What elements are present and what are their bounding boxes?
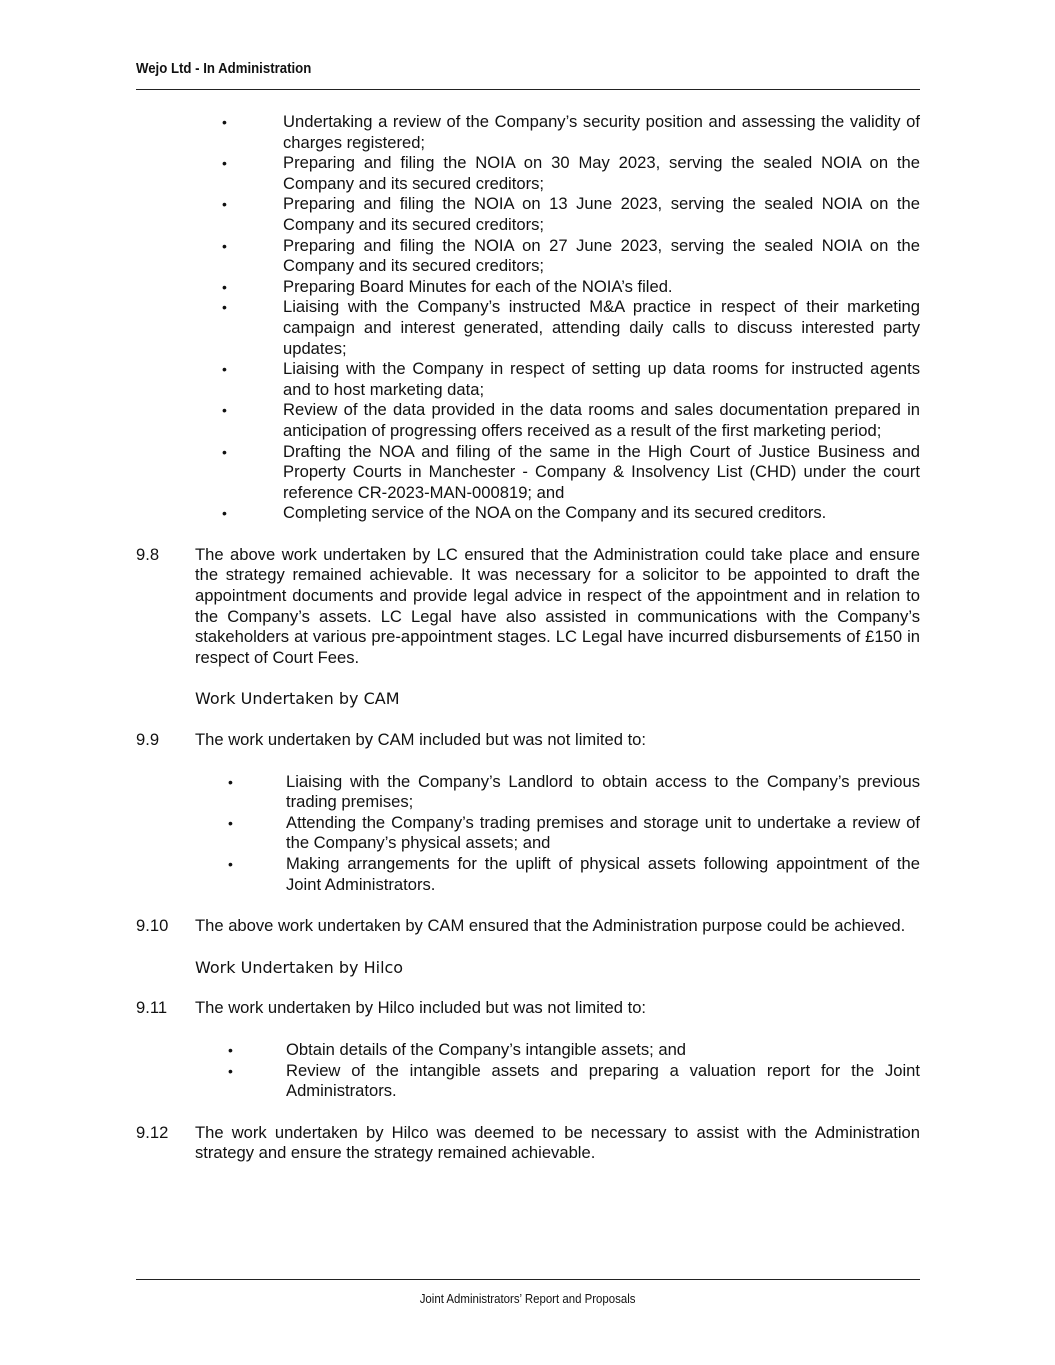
bullet-icon: • [228,814,233,831]
list-item: • Preparing and filing the NOIA on 13 June 2023, serving the sealed NOIA on the Company and its secured creditors; [222,194,920,234]
paragraph-text: The work undertaken by Hilco included but was not limited to: [195,998,647,1018]
page-footer [136,1279,920,1308]
list-item: • Liaising with the Company in respect of setting up data rooms for instructed agents and to host marketing data; [222,359,920,399]
hilco-work-list [136,1040,920,1102]
list-item: • Obtain details of the Company’s intangible assets; and [228,1039,687,1059]
paragraph-text: The above work undertaken by LC ensured that the Administration could take place and ensure the strategy remained achievable. It was necessary for a solicitor to be appointed to draft the appointment documents and provide legal advice in respect of the appointment and in relation to the Company’s assets. LC Legal have also assisted in communications with the Company’s stakeholders at various pre-appointment stages. LC Legal have incurred disbursements of £150 in respect of Court Fees. [195,544,920,667]
bullet-icon: • [222,361,227,378]
paragraph-9-9 [136,730,920,751]
list-item: • Attending the Company’s trading premises and storage unit to undertake a review of the Company’s physical assets; and [228,812,920,853]
bullet-icon: • [222,402,227,419]
paragraph-number: 9.8 [136,544,160,564]
list-item: • Review of the intangible assets and preparing a valuation report for the Joint Administrators. [228,1060,920,1101]
lc-work-list [136,112,920,524]
document-title: Wejo Ltd - In Administration [136,60,312,77]
paragraph-text: The work undertaken by Hilco was deemed to be necessary to assist with the Administration strategy and ensure the strategy remained achievable. [195,1122,920,1163]
footer-text: Joint Administrators’ Report and Proposals [420,1291,636,1306]
list-item: • Undertaking a review of the Company’s security position and assessing the validity of charges registered; [222,112,920,152]
list-item: • Liaising with the Company’s Landlord to obtain access to the Company’s previous trading premises; [228,771,920,812]
paragraph-number: 9.10 [136,916,169,936]
bullet-icon: • [222,443,227,460]
list-item: • Review of the data provided in the data rooms and sales documentation prepared in anticipation of progressing offers received as a result of the first marketing period; [222,400,920,440]
page-header [136,58,920,90]
list-item: • Liaising with the Company’s instructed M&A practice in respect of their marketing campaign and interest generated, attending daily calls to discuss interested party updates; [222,297,920,358]
paragraph-9-10 [136,916,920,937]
list-item: • Preparing and filing the NOIA on 30 May 2023, serving the sealed NOIA on the Company and its secured creditors; [222,153,920,193]
paragraph-9-11 [136,998,920,1019]
subheading-cam: Work Undertaken by CAM [195,689,400,709]
bullet-icon: • [222,299,227,316]
bullet-icon: • [222,114,227,130]
list-item: • Preparing Board Minutes for each of the NOIA’s filed. [222,276,673,296]
paragraph-text: The above work undertaken by CAM ensured that the Administration purpose could be achieved. [195,916,906,936]
paragraph-9-12 [136,1123,920,1164]
subheading-hilco: Work Undertaken by Hilco [195,957,404,977]
page-body [136,112,920,1164]
bullet-icon: • [222,505,227,522]
bullet-icon: • [228,1041,233,1058]
bullet-icon: • [222,155,227,172]
bullet-icon: • [228,856,233,872]
bullet-icon: • [222,196,227,213]
paragraph-number: 9.11 [136,998,168,1018]
paragraph-number: 9.12 [136,1122,169,1142]
bullet-icon: • [228,1062,233,1079]
list-item: • Drafting the NOA and filing of the same in the High Court of Justice Business and Property Courts in Manchester - Company & Insolvency List (CHD) under the court reference CR-2023-MAN-000819; and [222,441,920,502]
list-item: • Preparing and filing the NOIA on 27 June 2023, serving the sealed NOIA on the Company and its secured creditors; [222,235,920,276]
paragraph-text: The work undertaken by CAM included but was not limited to: [195,730,647,750]
bullet-icon: • [222,237,227,254]
bullet-icon: • [228,773,233,790]
paragraph-9-8 [136,545,920,669]
cam-work-list [136,772,920,896]
list-item: • Making arrangements for the uplift of physical assets following appointment of the Joint Administrators. [228,854,920,894]
list-item: • Completing service of the NOA on the Company and its secured creditors. [222,503,827,523]
bullet-icon: • [222,278,227,295]
paragraph-number: 9.9 [136,730,160,750]
